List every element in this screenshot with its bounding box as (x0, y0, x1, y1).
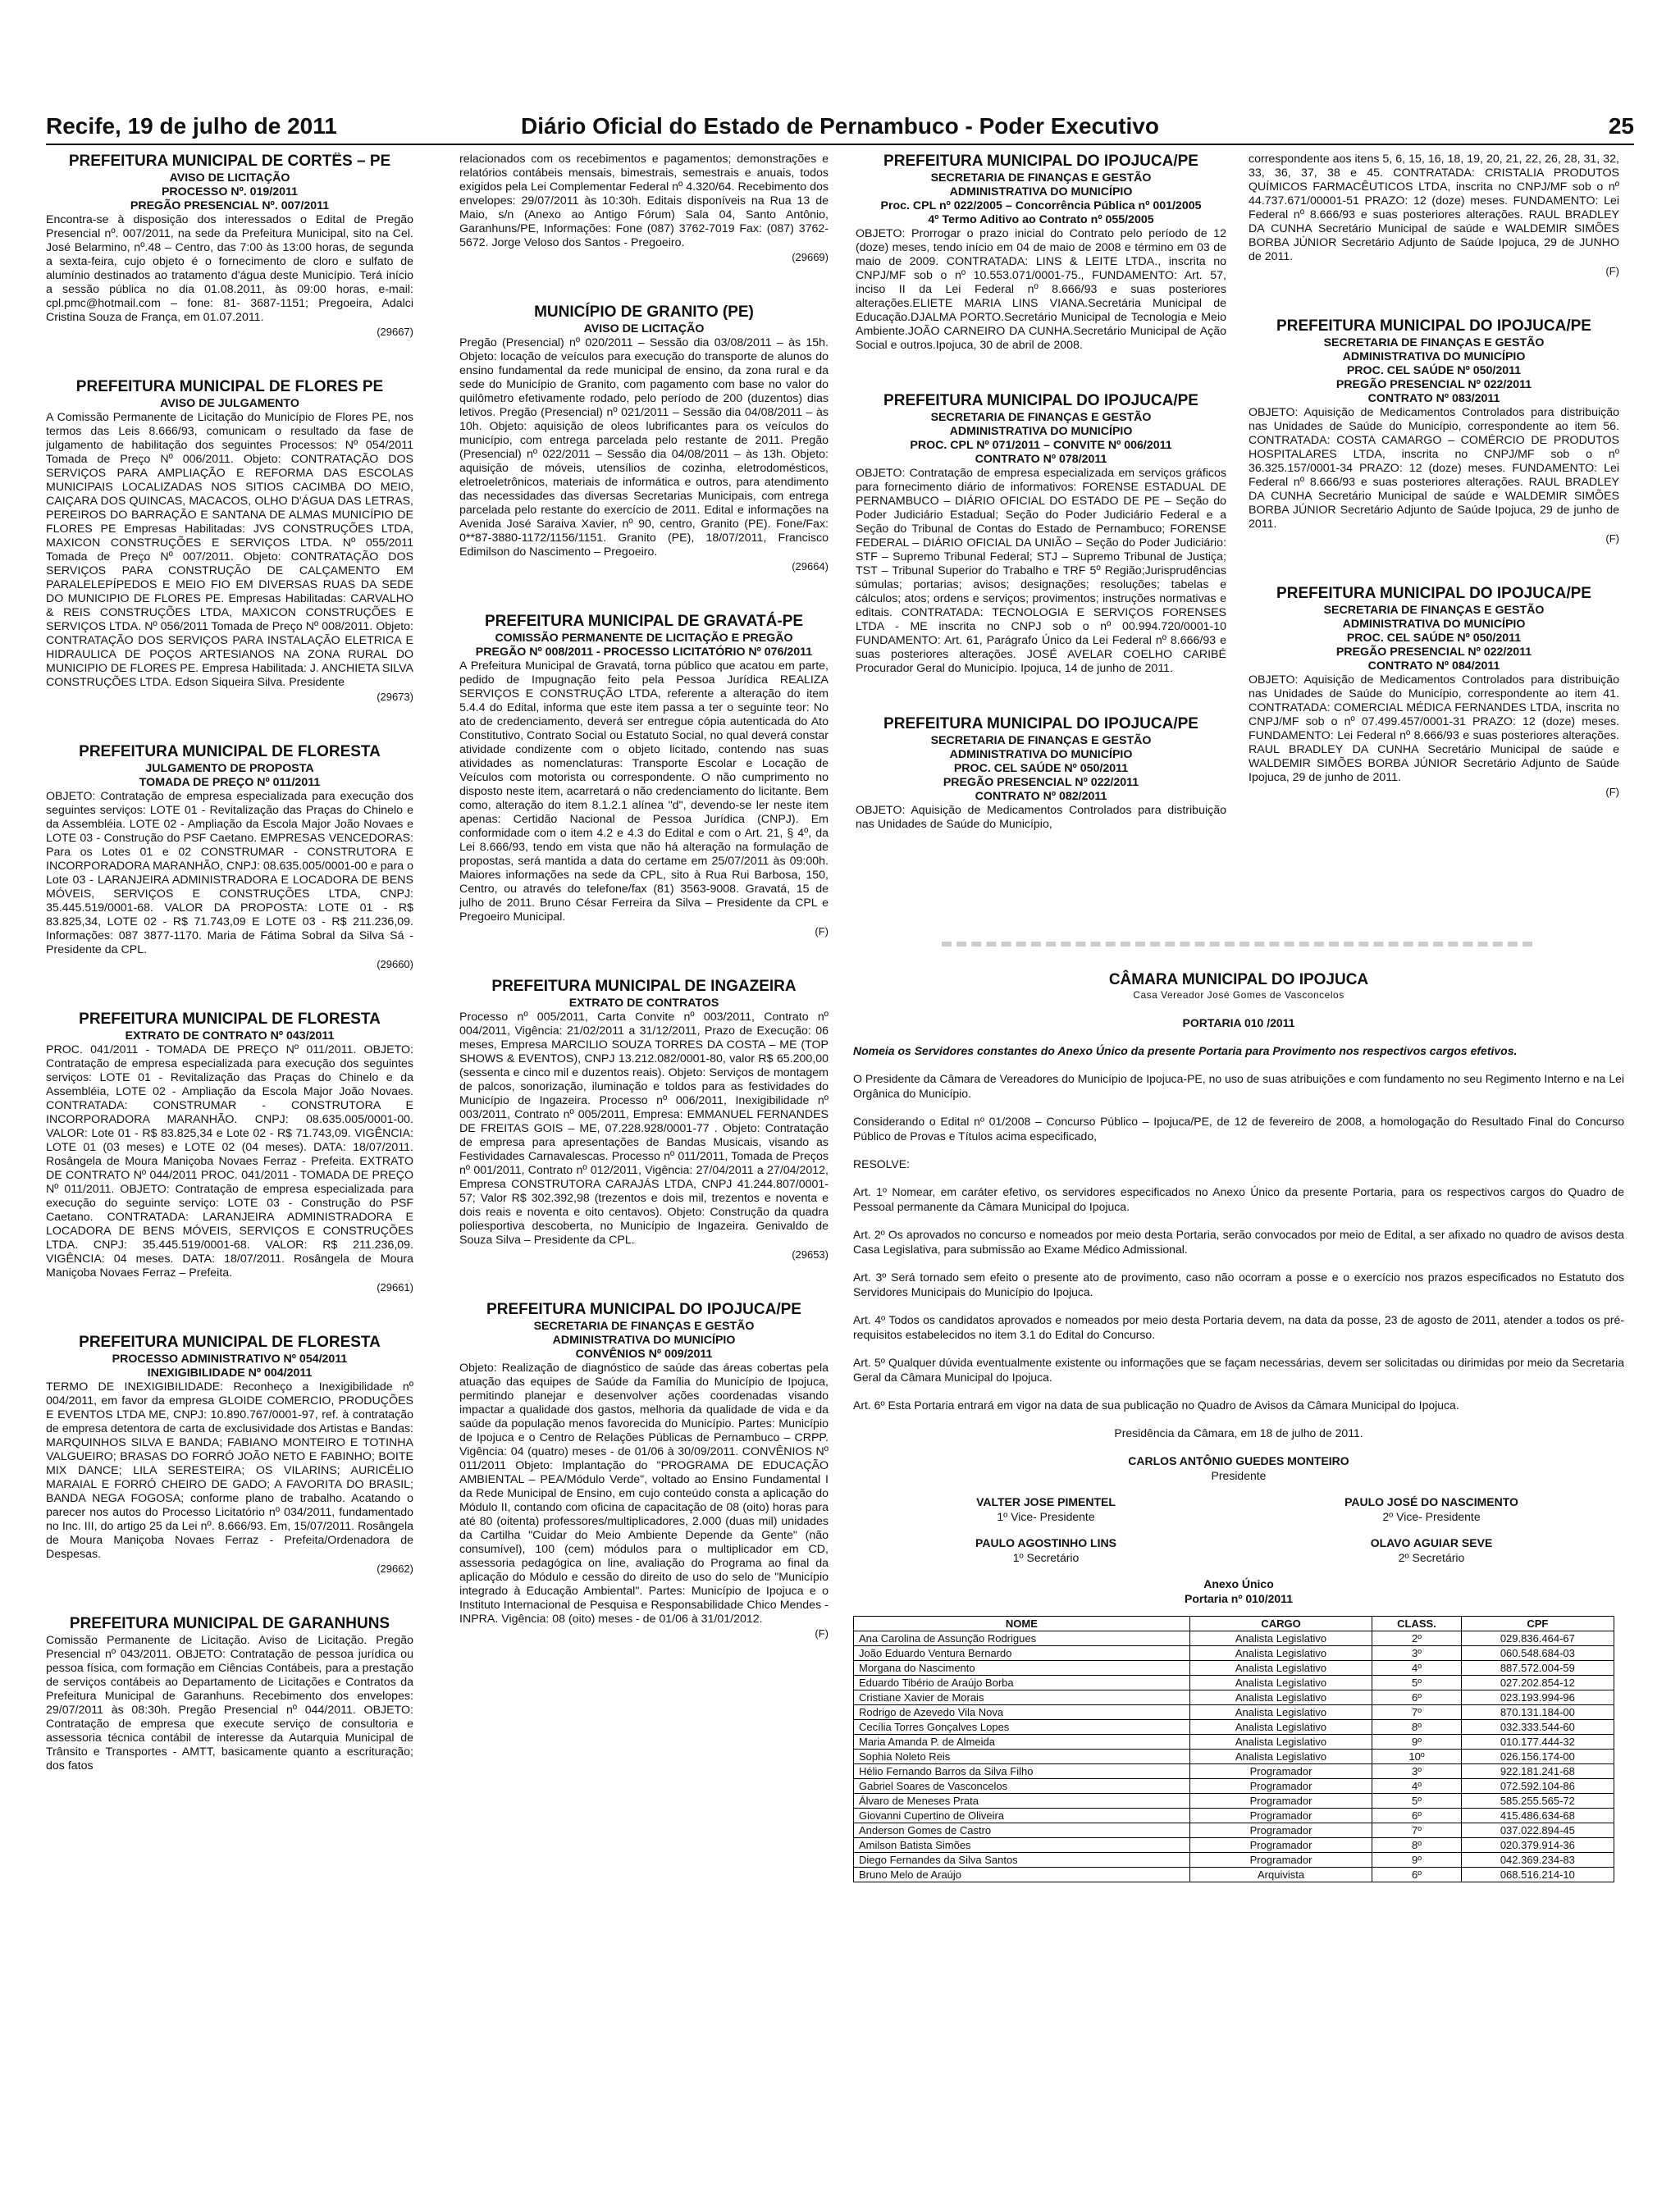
table-cell: Ana Carolina de Assunção Rodrigues (854, 1631, 1190, 1646)
notice-title: PREFEITURA MUNICIPAL DO IPOJUCA/PE (883, 715, 1198, 732)
notice-subtitle: PROCESSO Nº. 019/2011 (161, 185, 299, 198)
signers-row-2 (853, 1535, 1624, 1565)
portaria-title: PORTARIA 010 /2011 (1182, 1016, 1295, 1029)
notice-title: PREFEITURA MUNICIPAL DO IPOJUCA/PE (883, 153, 1198, 170)
notice-subtitle: ADMINISTRATIVA DO MUNICÍPIO (949, 748, 1133, 761)
signers-row-1 (853, 1494, 1624, 1524)
table-cell: Morgana do Nascimento (854, 1661, 1190, 1676)
column-1 (46, 153, 413, 1773)
table-row (854, 1720, 1614, 1735)
notice-body: TERMO DE INEXIGIBILIDADE: Reconheço a Inexigibilidade nº 004/2011, em favor da empresa GLOIDE COMERCIO, PRODUÇÕES E EVENTOS LTDA ME, CNPJ: 10.890.767/0001-97, ref. à contratação de empresa detentora de carta de exclusividade dos Artistas e Bandas: MARQUINHOS SILVA E BANDA; FABIANO MONTEIRO E TOTINHA VALGUEIRO; BRASAS DO FORRÓ JOÃO NETO E FABINHO; BOITE MIX DANCE; LILA SERESTEIRA; OS VILARINS; AURICÉLIO MARAIAL E FORRÓ CHEIRO DE GADO; A FAVORITA DO BRASIL; BANDA NEGA FOGOSA; conforme plano de trabalho. Acatando o parecer nos autos do Processo Licitatório nº 034/2011, fundamentado no Inc. III, do artigo 25 da Lei nº. 8.666/93. Em, 15/07/2011. Rosângela de Moura Maniçoba Novaes Ferraz - Prefeita/Ordenadora de Despesas. (46, 1380, 413, 1561)
notice-subtitle: SECRETARIA DE FINANÇAS E GESTÃO (1323, 336, 1545, 349)
table-cell: Programador (1189, 1794, 1372, 1809)
table-cell: Programador (1189, 1779, 1372, 1794)
notice-section (856, 153, 1226, 353)
notice-subtitle: SECRETARIA DE FINANÇAS E GESTÃO (533, 1320, 755, 1333)
table-cell: Analista Legislativo (1189, 1646, 1372, 1661)
notice-title: PREFEITURA MUNICIPAL DE INGAZEIRA (491, 978, 797, 995)
table-cell: Bruno Melo de Araújo (854, 1868, 1190, 1882)
table-cell: 2º (1372, 1631, 1462, 1646)
notice-subtitle: Proc. CPL nº 022/2005 – Concorrência Pública nº 001/2005 (880, 199, 1202, 212)
notice-body: A Comissão Permanente de Licitação do Município de Flores PE, nos termos das Leis 8.666/93, comunicam o resultado da fase de julgamento de habilitação dos seguintes Processos: Nº 054/2011 Tomada de Preço Nº 006/2011. Objeto: CONTRATAÇÃO DOS SERVIÇOS PARA AMPLIAÇÃO E REFORMA DAS ESCOLAS MUNICIPAIS LOCALIZADAS NOS SITIOS CACIMBA DO MEIO, CAIÇARA DOS QUINCAS, MACACOS, OLHO D'ÁGUA DAS LETRAS, PEREIROS DO BARRAÇÃO E SANTANA DE ALMAS MUNICÍPIO DE FLORES PE Empresas Habilitadas: JVS CONSTRUÇÕES LTDA, MAXICON CONSTRUÇÕES E SERVIÇOS LTDA. Nº 055/2011 Tomada de Preço Nº 007/2011. Objeto: CONTRATAÇÃO DOS SERVIÇOS PARA CONSTRUÇÃO DE CALÇAMENTO EM PARALELEPÍPEDOS E MEIO FIO EM DIVERSAS RUAS DA SEDE DO MUNICIPIO DE FLORES PE. Empresas Habilitadas: CARVALHO & REIS CONSTRUÇÕES LTDA, MAXICON CONSTRUÇÕES E SERVIÇOS LTDA. Nº 056/2011 Tomada de Preço Nº 008/2011. Objeto: CONTRATAÇÃO DOS SERVIÇOS PARA INSTALAÇÃO ELETRICA E HIDRAULICA DE POÇOS ARTESIANOS NA ZONA RURAL DO MUNICIPIO DE FLORES PE. Empresa Habilitada: J. ANCHIETA SILVA CONSTRUÇÕES LTDA. Edson Siqueira Silva. Presidente (46, 411, 413, 689)
president-name: CARLOS ANTÔNIO GUEDES MONTEIRO (1128, 1454, 1349, 1467)
notice-body: OBJETO: Aquisição de Medicamentos Controlados para distribuição nas Unidades de Saúde do Município, correspondente ao item 41. CONTRATADA: COMERCIAL MÉDICA FERNANDES LTDA, inscrita no CNPJ/MF sob o nº 07.499.457/0001-31 PRAZO: 12 (doze) meses. FUNDAMENTO: Lei Federal nº 8.666/93 e suas posteriores alterações. RAUL BRADLEY DA CUNHA Secretário Municipal de saúde e WALDEMIR SIMÕES BORBA JÚNIOR Secretário Adjunto de Saúde Ipojuca, 29 de junho de 2011. (1249, 673, 1619, 784)
table-cell: João Eduardo Ventura Bernardo (854, 1646, 1190, 1661)
section-divider (942, 942, 1532, 947)
table-cell: 6º (1372, 1809, 1462, 1823)
portaria-paragraph: Art. 1º Nomear, em caráter efetivo, os servidores especificados no Anexo Único da presente Portaria, para os respectivos cargos do Quadro de Pessoal permanente da Câmara Municipal do Ipojuca. (853, 1185, 1624, 1213)
table-cell: Eduardo Tibério de Araújo Borba (854, 1676, 1190, 1690)
notice-number: (F) (815, 925, 829, 938)
notice-subtitle: COMISSÃO PERMANENTE DE LICITAÇÃO E PREGÃO (495, 632, 793, 645)
portaria-paragraph: Art. 4º Todos os candidatos aprovados e nomeados por meio desta Portaria devem, na data da posse, 23 de agosto de 2011, atender a todos os pré-requisitos estabelecidos no item 3.1 do Edital do Concurso. (853, 1313, 1624, 1341)
table-cell: Analista Legislativo (1189, 1676, 1372, 1690)
table-cell: 6º (1372, 1690, 1462, 1705)
table-cell: 3º (1372, 1646, 1462, 1661)
notice-number: (29667) (377, 326, 413, 338)
table-cell: Gabriel Soares de Vasconcelos (854, 1779, 1190, 1794)
notice-title: PREFEITURA MUNICIPAL DE FLORES PE (75, 378, 384, 395)
notice-subtitle: ADMINISTRATIVA DO MUNICÍPIO (1342, 618, 1526, 631)
table-cell: 020.379.914-36 (1461, 1838, 1614, 1853)
notice-number: (F) (815, 1627, 829, 1640)
notice-title: PREFEITURA MUNICIPAL DE FLORESTA (79, 1334, 381, 1351)
table-cell: Programador (1189, 1809, 1372, 1823)
notice-number: (29662) (377, 1563, 413, 1575)
notice-subtitle: EXTRATO DE CONTRATOS (568, 997, 719, 1010)
table-cell: Analista Legislativo (1189, 1735, 1372, 1750)
column-2 (459, 153, 829, 1640)
table-cell: 4º (1372, 1661, 1462, 1676)
masthead-title: Diário Oficial do Estado de Pernambuco - Poder Executivo (521, 113, 1159, 139)
portaria-paragraph: Art. 3º Será tornado sem efeito o presente ato de provimento, caso não ocorram a posse e o exercício nos prazos especificados no Estatuto dos Servidores Municipais do Município do Ipojuca. (853, 1271, 1624, 1298)
notice-title: PREFEITURA MUNICIPAL DO IPOJUCA/PE (883, 392, 1198, 409)
notice-section (459, 1301, 829, 1640)
table-header: NOME (854, 1617, 1190, 1631)
notice-body: OBJETO: Aquisição de Medicamentos Controlados para distribuição nas Unidades de Saúde do Município, correspondente ao item 56. CONTRATADA: COSTA CAMARGO – COMÉRCIO DE PRODUTOS HOSPITALARES LTDA, inscrita no CNPJ/MF sob o nº 36.325.157/0001-34 PRAZO: 12 (doze) meses. FUNDAMENTO: Lei Federal nº 8.666/93 e suas posteriores alterações. RAUL BRADLEY DA CUNHA Secretário Municipal de saúde e WALDEMIR SIMÕES BORBA JÚNIOR Secretário Adjunto de Saúde Ipojuca, 29 de junho de 2011. (1249, 406, 1619, 531)
table-header: CLASS. (1372, 1617, 1462, 1631)
table-cell: Arquivista (1189, 1868, 1372, 1882)
table-row (854, 1868, 1614, 1882)
notice-subtitle: AVISO DE LICITAÇÃO (583, 322, 705, 335)
column-4 (1249, 153, 1619, 799)
portaria-paragraph: RESOLVE: (853, 1157, 910, 1170)
notice-section (1249, 317, 1619, 545)
table-cell: Programador (1189, 1764, 1372, 1779)
notice-subtitle: PREGÃO PRESENCIAL Nº 022/2011 (943, 776, 1139, 789)
portaria-paragraph: Considerando o Edital nº 01/2008 – Concurso Público – Ipojuca/PE, de 12 de fevereiro de 2008, a homologação do Resultado Final do Concurso Público de Provas e Títulos acima especificado, (853, 1115, 1624, 1143)
table-cell: Programador (1189, 1838, 1372, 1853)
table-row (854, 1838, 1614, 1853)
notice-subtitle: PROCESSO ADMINISTRATIVO Nº 054/2011 (112, 1353, 348, 1366)
notice-subtitle: ADMINISTRATIVA DO MUNICÍPIO (552, 1334, 736, 1347)
table-cell: 6º (1372, 1868, 1462, 1882)
table-cell: Giovanni Cupertino de Oliveira (854, 1809, 1190, 1823)
table-row (854, 1661, 1614, 1676)
notice-subtitle: AVISO DE LICITAÇÃO (169, 171, 290, 185)
camara-subtitle: Casa Vereador José Gomes de Vasconcelos (1133, 989, 1344, 1001)
table-cell: 9º (1372, 1735, 1462, 1750)
notice-number: (29669) (792, 251, 829, 263)
notice-subtitle: PREGÃO PRESENCIAL Nº. 007/2011 (130, 199, 330, 212)
table-cell: 010.177.444-32 (1461, 1735, 1614, 1750)
notice-subtitle: PREGÃO PRESENCIAL Nº 022/2011 (1335, 378, 1532, 391)
table-cell: Analista Legislativo (1189, 1661, 1372, 1676)
table-cell: 023.193.994-96 (1461, 1690, 1614, 1705)
table-cell: 5º (1372, 1794, 1462, 1809)
notice-subtitle: PREGÃO PRESENCIAL Nº 022/2011 (1335, 646, 1532, 659)
notice-subtitle: SECRETARIA DE FINANÇAS E GESTÃO (930, 171, 1152, 185)
notice-subtitle: EXTRATO DE CONTRATO Nº 043/2011 (125, 1029, 335, 1043)
table-cell: 042.369.234-83 (1461, 1853, 1614, 1868)
table-cell: 870.131.184-00 (1461, 1705, 1614, 1720)
portaria-paragraph: Art. 5º Qualquer dúvida eventualmente existente ou informações que se façam necessárias, devem ser solicitadas ou dirimidas por meio da Secretaria Geral da Câmara Municipal do Ipojuca. (853, 1356, 1624, 1384)
notice-subtitle: 4º Termo Aditivo ao Contrato nº 055/2005 (928, 213, 1154, 226)
table-cell: 037.022.894-45 (1461, 1823, 1614, 1838)
table-row (854, 1809, 1614, 1823)
table-row (854, 1823, 1614, 1838)
table-cell: 068.516.214-10 (1461, 1868, 1614, 1882)
notice-subtitle: PROC. CEL SAÚDE Nº 050/2011 (1346, 364, 1522, 377)
notice-subtitle: PREGÃO Nº 008/2011 - PROCESSO LICITATÓRIO Nº 076/2011 (475, 646, 813, 659)
table-cell: 4º (1372, 1779, 1462, 1794)
camara-section (853, 973, 1624, 1882)
table-row (854, 1750, 1614, 1764)
anexo-title: Anexo Único (1203, 1577, 1274, 1590)
table-cell: 072.592.104-86 (1461, 1779, 1614, 1794)
notice-section (459, 303, 829, 573)
notice-subtitle: JULGAMENTO DE PROPOSTA (145, 762, 314, 775)
notice-section (46, 1011, 413, 1294)
table-row (854, 1676, 1614, 1690)
notice-title: PREFEITURA MUNICIPAL DE FLORESTA (79, 743, 381, 760)
notice-section (459, 153, 829, 264)
notice-subtitle: ADMINISTRATIVA DO MUNICÍPIO (949, 185, 1133, 198)
notice-number: (F) (1605, 786, 1619, 798)
table-cell: 887.572.004-59 (1461, 1661, 1614, 1676)
notice-section (856, 715, 1226, 832)
table-cell: Maria Amanda P. de Almeida (854, 1735, 1190, 1750)
table-cell: Hélio Fernando Barros da Silva Filho (854, 1764, 1190, 1779)
table-cell: 7º (1372, 1705, 1462, 1720)
table-cell: 922.181.241-68 (1461, 1764, 1614, 1779)
notice-body: Encontra-se à disposição dos interessados o Edital de Pregão Presencial nº. 007/2011, na sede da Prefeitura Municipal, sito na Cel. José Belarmino, nº.48 – Centro, das 7:00 às 13:00 horas, de segunda a sexta-feira, cujo objeto é o fornecimento de cloro e sulfato de alumínio destinados ao tratamento d'água deste Município. Terá início a sessão pública no dia 01.08.2011, às 09:00 horas, e-mail: cpl.pmc@hotmail.com – fone: 81- 3687-1151; Pregoeira, Adalci Cristina Souza de França, em 01.07.2011. (46, 213, 413, 324)
table-cell: 585.255.565-72 (1461, 1794, 1614, 1809)
table-cell: 026.156.174-00 (1461, 1750, 1614, 1764)
notice-body: OBJETO: Contratação de empresa especializada para execução dos seguintes serviços: LOTE 01 - Revitalização das Praças do Chinelo e da Assembléia. LOTE 02 - Ampliação da Escola Major João Novaes e LOTE 03 - Construção do PSF Caetano. EMPRESAS VENCEDORAS: Para os Lotes 01 e 02 CONSTRUMAR - CONSTRUTORA E INCORPORADORA MARANHÃO, CNPJ: 08.635.005/0001-00 e para o Lote 03 - LARANJEIRA ADMINISTRADORA E LOCADORA DE BENS MÓVEIS, SERVIÇOS E CONSTRUÇÕES LTDA, CNPJ: 35.445.519/0001-68. VALOR DA PROPOSTA: LOTE 01 - R$ 83.825,34, LOTE 02 - R$ 71.743,09 E LOTE 03 - R$ 211.236,09. Informações: 087 3877-1170. Maria de Fátima Sobral da Silva Sá - Presidente da CPL. (46, 790, 413, 956)
table-cell: Analista Legislativo (1189, 1690, 1372, 1705)
table-cell: 7º (1372, 1823, 1462, 1838)
table-row (854, 1631, 1614, 1646)
table-cell: 032.333.544-60 (1461, 1720, 1614, 1735)
table-row (854, 1779, 1614, 1794)
notice-subtitle: INEXIGIBILIDADE Nº 004/2011 (147, 1366, 313, 1380)
table-cell: Diego Fernandes da Silva Santos (854, 1853, 1190, 1868)
notice-title: PREFEITURA MUNICIPAL DO IPOJUCA/PE (1276, 317, 1591, 335)
notice-subtitle: PROC. CEL SAÚDE Nº 050/2011 (1346, 632, 1522, 645)
page-number: 25 (1608, 113, 1634, 139)
table-cell: Amilson Batista Simões (854, 1838, 1190, 1853)
notice-body: Pregão (Presencial) nº 020/2011 – Sessão dia 03/08/2011 – às 15h. Objeto: locação de veículos para execução do transporte de alunos do ensino fundamental da rede municipal de ensino, da zona rural e da sede do Município de Granito, com pagamento com base no valor do quilômetro efetivamente rodado, pelo período de 200 (duzentos) dias letivos. Pregão (Presencial) nº 021/2011 – Sessão dia 04/08/2011 – às 10h. Objeto: aquisição de oleos lubrificantes para os veículos do município, com entrega parcelada pelo restante de 2011. Pregão (Presencial) nº 022/2011 – Sessão dia 04/08/2011 – às 13h. Objeto: aquisição de móveis, utensílios de cozinha, eletrodomésticos, eletroeletrônicos, materiais de informática e outros, para atendimento das necessidades das diversas Secretarias Municipais, com entrega parcelada pelo restante do exercício de 2011. Edital e informações na Avenida José Saraiva Xavier, nº 90, centro, Granito (PE). Fone/Fax: 0**87-3880-1172/1156/1151. Granito (PE), 18/07/2011, Francisco Edimilson do Nascimento – Pregoeiro. (459, 336, 829, 559)
table-cell: Analista Legislativo (1189, 1631, 1372, 1646)
notice-section (1249, 153, 1619, 278)
notice-body: OBJETO: Contratação de empresa especializada em serviços gráficos para fornecimento diário de informativos: FORENSE ESTADUAL DE PERNAMBUCO – DIÁRIO OFICIAL DO ESTADO DE PE – Seção do Poder Judiciário Estadual; Seção do Poder Judiciário Federal e a Seção do Tribunal de Contas do Estado de Pernambuco; FORENSE FEDERAL – DIÁRIO OFICIAL DA UNIÃO – Seção do Poder Judiciário: STF – Supremo Tribunal Federal; STJ – Supremo Tribunal de Justiça; TST – Tribunal Superior do Trabalho e TRF 5º Região;Jurisprudências súmulas; portarias; avisos; designações; resoluções; tabelas e cálculos; atos; ordens e serviços; provimentos; instruções normativas e editais. CONTRATADA: TECNOLOGIA E SERVIÇOS FORENSES LTDA - ME inscrita no CNPJ sob o nº 00.994.720/0001-10 FUNDAMENTO: Art. 61, Parágrafo Único da Lei Federal nº 8.666/93 e suas posteriores alterações. JOSÉ AVELAR COELHO CARIBÉ Procurador Geral do Município. Ipojuca, 14 de junho de 2011. (856, 467, 1226, 675)
portaria-paragraph: O Presidente da Câmara de Vereadores do Município de Ipojuca-PE, no uso de suas atribuições e com fundamento no seu Regimento Interno e na Lei Orgânica do Município. (853, 1072, 1624, 1100)
notice-subtitle: CONVÊNIOS Nº 009/2011 (575, 1348, 713, 1361)
table-cell: Cristiane Xavier de Morais (854, 1690, 1190, 1705)
notice-section (46, 153, 413, 339)
table-cell: Analista Legislativo (1189, 1705, 1372, 1720)
table-cell: 8º (1372, 1720, 1462, 1735)
table-cell: 029.836.464-67 (1461, 1631, 1614, 1646)
table-cell: 9º (1372, 1853, 1462, 1868)
table-cell: 027.202.854-12 (1461, 1676, 1614, 1690)
table-cell: Programador (1189, 1853, 1372, 1868)
signer: PAULO AGOSTINHO LINS 1º Secretário (975, 1536, 1116, 1564)
table-cell: Programador (1189, 1823, 1372, 1838)
anexo-table (853, 1616, 1614, 1882)
table-cell: 415.486.634-68 (1461, 1809, 1614, 1823)
table-row (854, 1764, 1614, 1779)
notice-title: PREFEITURA MUNICIPAL DO IPOJUCA/PE (1276, 585, 1591, 602)
notice-section (459, 978, 829, 1262)
notice-title: PREFEITURA MUNICIPAL DE GARANHUNS (69, 1615, 390, 1632)
notice-body: Comissão Permanente de Licitação. Aviso de Licitação. Pregão Presencial nº 043/2011. OBJETO: Contratação de pessoa jurídica ou pessoa física, com formação em Ciências Contábeis, para a prestação de serviços contábeis ao Departamento de Licitações e Contratos da Prefeitura Municipal de Garanhuns. Recebimento dos envelopes: 29/07/2011 às 08:30h. Pregão Presencial nº 044/2011. OBJETO: Contratação de empresa que execute serviço de consultoria e assessoria técnica contábil de interesse da Autarquia Municipal de Trânsito e Transportes - AMTT, basicamente quanto a escrituração; dos fatos (46, 1634, 413, 1773)
notice-section (46, 1334, 413, 1576)
table-cell: Sophia Noleto Reis (854, 1750, 1190, 1764)
notice-number: (29673) (377, 691, 413, 703)
notice-number: (29653) (792, 1248, 829, 1261)
notice-title: MUNICÍPIO DE GRANITO (PE) (534, 303, 754, 321)
table-row (854, 1794, 1614, 1809)
portaria-date: Presidência da Câmara, em 18 de julho de 2011. (1114, 1426, 1363, 1439)
notice-body: relacionados com os recebimentos e pagamentos; demonstrações e relatórios contábeis mensais, bimestrais, semestrais e anuais, todos exigidos pela Lei Complementar Federal nº 4.320/64. Recebimento dos envelopes: 29/07/2011 às 10:30h. Editais disponíveis na Rua 13 de Maio, s/n (Anexo ao Antigo Fórum) Sala 04, Santo Antônio, Garanhuns/PE, Informações: Fone (087) 3762-7019 Fax: (087) 3762-5672. Jorge Veloso dos Santos - Pregoeiro. (459, 153, 829, 249)
table-row (854, 1705, 1614, 1720)
notice-subtitle: SECRETARIA DE FINANÇAS E GESTÃO (1323, 604, 1545, 617)
table-cell: 10º (1372, 1750, 1462, 1764)
notice-body: correspondente aos itens 5, 6, 15, 16, 18, 19, 20, 21, 22, 26, 28, 31, 32, 33, 36, 37, 38 e 45. CONTRATADA: CRISTALIA PRODUTOS QUÍMICOS FARMACÊUTICOS LTDA, inscrita no CNPJ/MF sob o nº 44.737.671/00001-51 PRAZO: 12 (doze) meses. FUNDAMENTO: Lei Federal nº 8.666/93 e suas posteriores alterações. RAUL BRADLEY DA CUNHA Secretário Municipal de saúde e WALDEMIR SIMÕES BORBA JÚNIOR Secretário Adjunto de Saúde Ipojuca, 29 de JUNHO de 2011. (1249, 153, 1619, 263)
notice-body: Objeto: Realização de diagnóstico de saúde das áreas cobertas pela atuação das equipes de Saúde da Família do Município de Ipojuca, permitindo planejar e desenvolver ações coordenadas visando impactar a qualidade dos gastos, melhoria da qualidade de vida e da saúde da população menos favorecida do Município. Partes: Município de Ipojuca e o Centro de Relações Públicas de Pernambuco – CRPP. Vigência: 04 (quatro) meses - de 01/06 à 30/09/2011. CONVÊNIOS Nº 011/2011 Objeto: Implantação do "PROGRAMA DE EDUCAÇÃO AMBIENTAL – PEA/Módulo Verde", voltado ao Ensino Fundamental I da Rede Municipal de Ensino, em cujo conteúdo consta a aplicação do Módulo II, contando com oficina de capacitação de 08 (oito) horas para até 80 (oitenta) professores/multiplicadores, 2.000 (duas mil) unidades da Cartilha "Cuidar do Meio Ambiente Depende da Gente" (não consumível), 100 (cem) módulos para o multiplicador em CD, assessoria pedagógica on line, avaliação do Programa ao final da aplicação do Módulo e cessão do direito de uso do selo de "Município integrado à Educação Ambiental". Partes: Município de Ipojuca e o Instituto Internacional de Pesquisa e Responsabilidade Chico Mendes - INPRA. Vigência: 08 (oito) meses - de 01/06 à 31/01/2012. (459, 1362, 829, 1626)
notice-body: PROC. 041/2011 - TOMADA DE PREÇO Nº 011/2011. OBJETO: Contratação de empresa especializada para execução dos seguintes serviços: LOTE 01 - Revitalização das Praças do Chinelo e da Assembléia, LOTE 02 - Ampliação da Escola Major João Novaes. CONTRATADA: CONSTRUMAR - CONSTRUTORA E INCORPORADORA MARANHÃO. CNPJ: 08.635.005/0001-00. VALOR: Lote 01 - R$ 83.825,34 e Lote 02 - R$ 71.743,09. VIGÊNCIA: LOTE 01 (03 meses) e LOTE 02 (04 meses). DATA: 18/07/2011. Rosângela de Moura Maniçoba Novaes Ferraz - Prefeita. EXTRATO DE CONTRATO Nº 044/2011 PROC. 041/2011 - TOMADA DE PREÇO Nº 011/2011. OBJETO: Contratação de empresa especializada para execução do seguinte serviço: LOTE 03 - Construção do PSF Caetano. CONTRATADA: LARANJEIRA ADMINISTRADORA E LOCADORA DE BENS MÓVEIS, SERVIÇOS E CONSTRUÇÕES LTDA. CNPJ: 35.445.519/0001-68. VALOR: R$ 211.236,09. VIGÊNCIA: 04 meses. DATA: 18/07/2011. Rosângela de Moura Maniçoba Novaes Ferraz – Prefeita. (46, 1043, 413, 1280)
notice-number: (29660) (377, 958, 413, 970)
table-cell: 8º (1372, 1838, 1462, 1853)
notice-subtitle: ADMINISTRATIVA DO MUNICÍPIO (1342, 350, 1526, 363)
column-3 (856, 153, 1226, 832)
notice-title: PREFEITURA MUNICIPAL DE FLORESTA (79, 1011, 381, 1028)
notice-section (46, 743, 413, 971)
notice-title: PREFEITURA MUNICIPAL DE CORTÊS – PE (68, 153, 391, 170)
notice-number: (29661) (377, 1281, 413, 1293)
notice-subtitle: CONTRATO Nº 083/2011 (1367, 392, 1500, 405)
notice-number: (29664) (792, 560, 829, 573)
table-row (854, 1690, 1614, 1705)
table-row (854, 1646, 1614, 1661)
table-cell: Analista Legislativo (1189, 1720, 1372, 1735)
notice-section (459, 613, 829, 938)
notice-body: OBJETO: Prorrogar o prazo inicial do Contrato pelo período de 12 (doze) meses, tendo início em 04 de maio de 2008 e término em 03 de maio de 2009. CONTRATADA: LINS & LEITE LTDA., inscrita no CNPJ/MF sob o nº 10.553.071/0001-75., FUNDAMENTO: Art. 57, inciso II da Lei Federal nº 8.666/93 e suas posteriores alterações.ELIETE MARIA LINS VIANA.Secretária Municipal de Educação.DJALMA PORTO.Secretário Municipal de Tecnologia e Meio Ambiente.JOÃO CARNEIRO DA CUNHA.Secretário Municipal de Ação Social e outros.Ipojuca, 30 de abril de 2008. (856, 227, 1226, 352)
table-cell: 060.548.684-03 (1461, 1646, 1614, 1661)
signer: PAULO JOSÉ DO NASCIMENTO 2º Vice- Presidente (1344, 1495, 1518, 1523)
notice-number: (F) (1605, 265, 1619, 277)
notice-subtitle: CONTRATO Nº 084/2011 (1367, 659, 1500, 673)
anexo-subtitle: Portaria nº 010/2011 (1185, 1592, 1293, 1605)
notice-subtitle: SECRETARIA DE FINANÇAS E GESTÃO (930, 734, 1152, 747)
notice-section (1249, 585, 1619, 799)
notice-body: OBJETO: Aquisição de Medicamentos Controlados para distribuição nas Unidades de Saúde do Município, (856, 804, 1226, 831)
table-cell: 5º (1372, 1676, 1462, 1690)
notice-subtitle: AVISO DE JULGAMENTO (160, 397, 299, 410)
camara-title: CÂMARA MUNICIPAL DO IPOJUCA (1108, 971, 1369, 988)
notice-subtitle: PROC. CEL SAÚDE Nº 050/2011 (953, 762, 1129, 775)
table-header: CARGO (1189, 1617, 1372, 1631)
table-cell: Analista Legislativo (1189, 1750, 1372, 1764)
notice-subtitle: CONTRATO Nº 078/2011 (975, 453, 1107, 466)
notice-section (46, 378, 413, 704)
masthead (46, 113, 1634, 146)
table-row (854, 1853, 1614, 1868)
portaria-ementa: Nomeia os Servidores constantes do Anexo Único da presente Portaria para Provimento nos respectivos cargos efetivos. (853, 1044, 1518, 1057)
table-row (854, 1735, 1614, 1750)
notice-subtitle: PROC. CPL Nº 071/2011 – CONVITE Nº 006/2011 (910, 439, 1172, 452)
signer: VALTER JOSE PIMENTEL 1º Vice- Presidente (976, 1495, 1116, 1523)
notice-subtitle: CONTRATO Nº 082/2011 (975, 790, 1107, 803)
signer: OLAVO AGUIAR SEVE 2º Secretário (1370, 1536, 1493, 1564)
notice-subtitle: ADMINISTRATIVA DO MUNICÍPIO (949, 425, 1133, 438)
masthead-rule (46, 144, 1634, 145)
notice-number: (F) (1605, 532, 1619, 545)
notice-title: PREFEITURA MUNICIPAL DE GRAVATÁ-PE (484, 613, 804, 630)
president-role: Presidente (1211, 1469, 1267, 1482)
notice-body: Processo nº 005/2011, Carta Convite nº 003/2011, Contrato nº 004/2011, Vigência: 21/02/2011 a 31/12/2011, Prazo de Execução: 06 meses, Empresa MARCILIO SOUZA TORRES DA COSTA – ME (TOP SHOWS & EVENTOS), CNPJ 13.212.082/0001-80, valor R$ 65.200,00 (sessenta e cinco mil e duzentos reais). Objeto: Serviços de montagem de palcos, sonorização, iluminação e toldos para as festividades do Município de Ingazeira. Processo nº 006/2011, Inexigibilidade nº 003/2011, Contrato nº 005/2011, Empresa: EMMANUEL FERNANDES DE FREITAS GOIS – ME, 07.228.928/0001-77 . Objeto: Contratação de empresa para apresentações de Bandas Musicais, visando as Festividades Carnavalescas. Processo nº 011/2011, Tomada de Preços nº 001/2011, Contrato nº 012/2011, Vigência: 27/04/2011 a 27/04/2012, Empresa CONSTRUTORA CARAJÁS LTDA, CNPJ 41.244.807/0001-57; Valor R$ 302.392,98 (trezentos e dois mil, trezentos e noventa e dois reais e noventa e oito centavos). Objeto: Construção da quadra poliesportiva descoberta, no Município de Ingazeira. Genivaldo de Souza Silva – Presidente da CPL. (459, 1011, 829, 1247)
notice-section (46, 1615, 413, 1773)
notice-title: PREFEITURA MUNICIPAL DO IPOJUCA/PE (486, 1301, 801, 1318)
table-header: CPF (1461, 1617, 1614, 1631)
table-cell: Cecília Torres Gonçalves Lopes (854, 1720, 1190, 1735)
portaria-paragraph: Art. 2º Os aprovados no concurso e nomeados por meio desta Portaria, serão convocados por meio de Edital, a ser afixado no quadro de avisos desta Casa Legislativa, para submissão ao Exame Médico Admissional. (853, 1228, 1624, 1256)
table-cell: Álvaro de Meneses Prata (854, 1794, 1190, 1809)
masthead-date: Recife, 19 de julho de 2011 (46, 113, 337, 139)
notice-subtitle: SECRETARIA DE FINANÇAS E GESTÃO (930, 411, 1152, 424)
notice-section (856, 392, 1226, 676)
notice-body: A Prefeitura Municipal de Gravatá, torna público que acatou em parte, pedido de Impugnação feito pela Pessoa Jurídica REALIZA SERVIÇOS E CONSTRUÇÃO LTDA, referente a alteração do item 5.4.4 do Edital, informa que este item passa a ter o seguinte teor: No ato de credenciamento, deverá ser entregue cópia autenticada do Ato Constitutivo, Contrato Social ou Estatuto Social, no qual deverá constar atividade condizente com o objeto licitado, contendo nas suas atividades as nomenclaturas: Transporte Escolar e Locação de Veículos com motorista ou correspondente. O não cumprimento no disposto neste item, acarretará o não credenciamento do licitante. Bem como, alteração do item 8.1.2.1 alínea "d", devendo-se ler neste item apenas: Certidão Nacional de Pessoa Jurídica (CNPJ). Em conformidade com o item 4.2 e 4.3 do Edital e com o Art. 21, § 4º, da Lei 8.666/93, tendo em vista que não há alteração na formulação de propostas, será mantida a data do certame em 25/07/2011 às 09:00h. Maiores informações na sede da CPL, sito à Rua Rui Barbosa, 150, Centro, ou através do telefone/fax (81) 3563-9008. Gravatá, 15 de julho de 2011. Bruno César Ferreira da Silva – Presidente da CPL e Pregoeiro Municipal. (459, 659, 829, 924)
portaria-paragraph: Art. 6º Esta Portaria entrará em vigor na data de sua publicação no Quadro de Avisos da Câmara Municipal do Ipojuca. (853, 1398, 1459, 1412)
notice-subtitle: TOMADA DE PREÇO Nº 011/2011 (139, 776, 321, 789)
table-cell: 3º (1372, 1764, 1462, 1779)
table-cell: Rodrigo de Azevedo Vila Nova (854, 1705, 1190, 1720)
portaria-body (853, 1071, 1624, 1412)
table-cell: Anderson Gomes de Castro (854, 1823, 1190, 1838)
